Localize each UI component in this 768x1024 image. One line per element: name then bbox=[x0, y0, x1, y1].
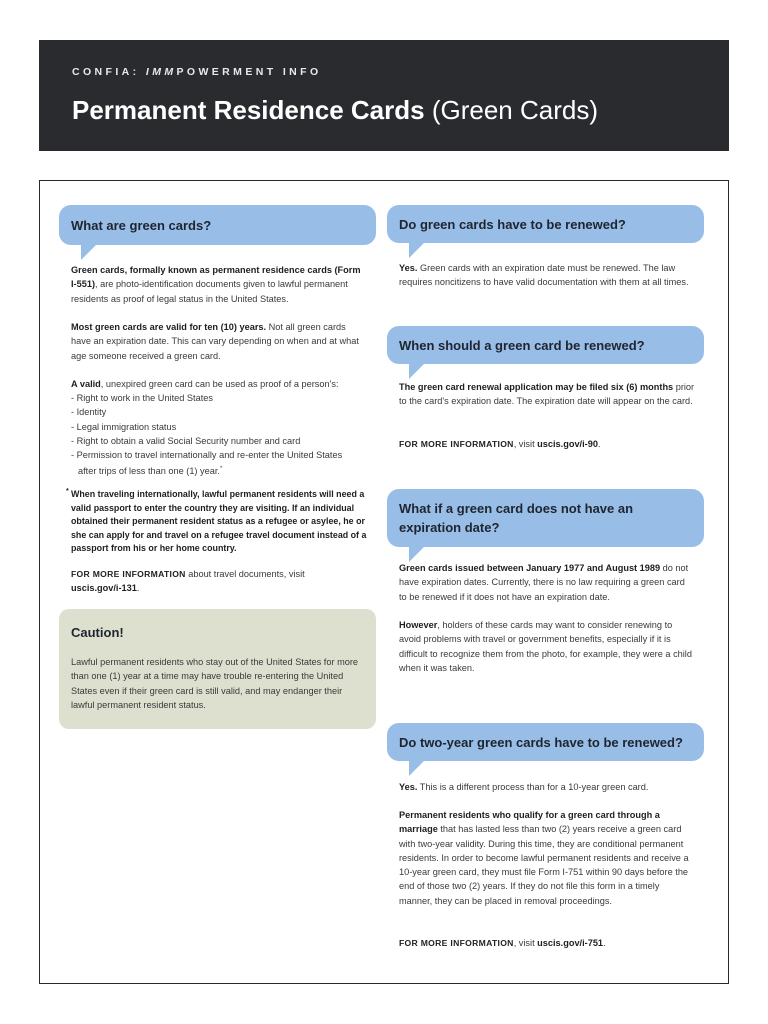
punctuation: . bbox=[136, 583, 140, 594]
bold-lead: However bbox=[399, 620, 438, 630]
bold-lead: A valid bbox=[71, 379, 101, 389]
answer-no-expiration-2 bbox=[399, 618, 695, 675]
bold-lead: Most green cards are valid for ten (10) years. bbox=[71, 322, 267, 332]
link-uscis-i-131[interactable]: uscis.gov/i-131 bbox=[71, 583, 137, 594]
answer-two-year-2 bbox=[399, 808, 695, 908]
more-info-label: FOR MORE INFORMATION bbox=[71, 569, 186, 579]
question-renewal bbox=[387, 205, 704, 243]
body-text: that has lasted less than two (2) years receive a green card with two-year validity. During this time, they are conditional permanent residents. In order to become lawful permanent residents and receive a 10-year green card, they must file Form I-751 within 90 days before the end of those two (2) years. If they do not file this form in a timely manner, they can be placed in removal proceedings. bbox=[399, 824, 689, 906]
bold-lead: Yes. bbox=[399, 263, 418, 273]
more-info-text: , visit bbox=[513, 938, 538, 948]
question-text: When should a green card be renewed? bbox=[399, 337, 645, 353]
body-text: Not all green cards have an expiration date. This can vary depending on when and at what age someone received a green card. bbox=[71, 322, 359, 361]
body-text: prior to the card's expiration date. The expiration date will appear on the card. bbox=[399, 382, 695, 407]
rights-list bbox=[71, 391, 367, 479]
question-when-renew bbox=[387, 326, 704, 364]
question-two-year bbox=[387, 723, 704, 761]
body-text: do not have expiration dates. Currently, there is no law requiring a green card to be renewed if it does not have an expiration date. bbox=[399, 563, 689, 602]
answer-no-expiration-1 bbox=[399, 561, 695, 604]
more-info-label: FOR MORE INFORMATION bbox=[399, 938, 514, 948]
caution-box bbox=[59, 609, 376, 729]
kicker-rest: POWERMENT INFO bbox=[176, 66, 322, 78]
answer-renewal bbox=[399, 261, 695, 290]
body-text: Green cards with an expiration date must be renewed. The law requires noncitizens to have valid documentation with them at all times. bbox=[399, 263, 689, 288]
question-no-expiration bbox=[387, 489, 704, 547]
answer-when-renew bbox=[399, 380, 695, 409]
more-info-label: FOR MORE INFORMATION bbox=[399, 439, 514, 449]
question-text: Do two-year green cards have to be renewed? bbox=[399, 734, 683, 750]
body-text: , are photo-identification documents given to lawful permanent residents as proof of legal status in the United States. bbox=[71, 279, 348, 304]
bold-lead: Yes. bbox=[399, 782, 418, 792]
answer-paragraph-3 bbox=[71, 377, 367, 391]
page-title bbox=[72, 95, 598, 126]
body-text: , holders of these cards may want to consider renewing to avoid problems with travel or government benefits, especially if it is difficult to recognize them from the photo, for example, they were a child when it was taken. bbox=[399, 620, 692, 673]
answer-paragraph-1 bbox=[71, 263, 367, 306]
list-item: - Permission to travel internationally and re-enter the United States bbox=[71, 450, 343, 461]
more-info-i-751 bbox=[399, 936, 695, 950]
list-item: - Legal immigration status bbox=[71, 421, 177, 432]
list-item: - Right to work in the United States bbox=[71, 393, 213, 403]
bold-lead: Permanent residents who qualify for a green card through a marriage bbox=[399, 810, 660, 835]
title-main: Permanent Residence Cards bbox=[72, 95, 425, 125]
list-item: - Identity bbox=[71, 407, 107, 418]
more-info-travel bbox=[71, 567, 367, 596]
header-kicker bbox=[72, 66, 322, 78]
footnote-text: When traveling internationally, lawful permanent residents will need a valid passport to enter the country they are visiting. If an individual obtained their permanent resident status as a refugee or asylee, he or she can apply for and travel on a refugee travel document instead of a passport from his or her home country. bbox=[71, 489, 367, 554]
page-header bbox=[39, 40, 729, 151]
punctuation: . bbox=[597, 439, 601, 449]
link-uscis-i-751[interactable]: uscis.gov/i-751 bbox=[537, 938, 604, 948]
question-text: What if a green card does not have an expiration date? bbox=[399, 501, 634, 535]
question-what-are-green-cards bbox=[59, 205, 376, 245]
more-info-text: about travel documents, visit bbox=[185, 569, 305, 579]
bold-lead: The green card renewal application may be filed six (6) months bbox=[399, 382, 674, 392]
body-text: , unexpired green card can be used as proof of a person's: bbox=[100, 379, 339, 389]
title-sub: (Green Cards) bbox=[424, 95, 598, 125]
answer-two-year-1 bbox=[399, 780, 695, 794]
caution-text: Lawful permanent residents who stay out of the United States for more than one (1) year at a time may have trouble re-entering the United States even if their green card is still valid, and may endanger their lawful permanent resident status. bbox=[71, 657, 359, 710]
question-text: What are green cards? bbox=[71, 217, 212, 233]
content-panel bbox=[39, 180, 729, 984]
footnote-marker: * bbox=[219, 466, 223, 473]
footnote-star: * bbox=[66, 488, 69, 495]
list-item bbox=[71, 462, 367, 478]
body-text: This is a different process than for a 10-year green card. bbox=[417, 782, 649, 792]
travel-footnote bbox=[66, 488, 367, 556]
list-item: - Right to obtain a valid Social Security number and card bbox=[71, 435, 301, 446]
kicker-emphasis: IMM bbox=[145, 66, 177, 78]
bold-lead: Green cards, formally known as permanent residence cards (Form I-551) bbox=[71, 265, 361, 290]
question-text: Do green cards have to be renewed? bbox=[399, 216, 626, 232]
more-info-i-90 bbox=[399, 437, 695, 451]
more-info-text: , visit bbox=[513, 439, 538, 449]
answer-paragraph-2 bbox=[71, 320, 367, 363]
kicker-org: CONFIA: bbox=[72, 66, 146, 78]
list-item-text: after trips of less than one (1) year. bbox=[78, 466, 220, 477]
caution-title: Caution! bbox=[71, 625, 124, 640]
bold-lead: Green cards issued between January 1977 and August 1989 bbox=[399, 563, 661, 573]
link-uscis-i-90[interactable]: uscis.gov/i-90 bbox=[537, 439, 598, 449]
punctuation: . bbox=[603, 938, 606, 948]
